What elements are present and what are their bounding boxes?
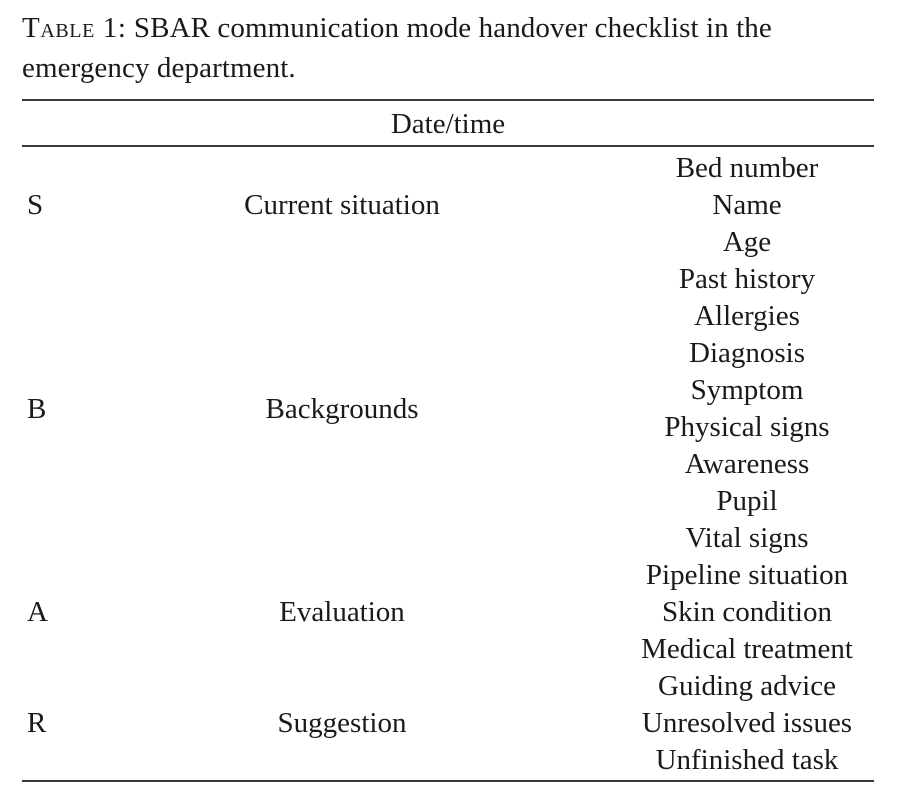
row-items-list bbox=[615, 557, 879, 668]
row-item: Name bbox=[712, 189, 782, 221]
row-item: Diagnosis bbox=[689, 337, 805, 369]
row-items-list bbox=[615, 668, 879, 779]
row-item: Pipeline situation bbox=[645, 559, 849, 591]
row-item: Vital signs bbox=[685, 522, 809, 554]
table-header-date-time: Date/time bbox=[390, 108, 506, 140]
row-name: Evaluation bbox=[279, 596, 405, 628]
row-item: Unfinished task bbox=[655, 744, 839, 776]
row-item: Bed number bbox=[675, 152, 819, 184]
table-bottom-rule bbox=[22, 780, 874, 782]
row-item: Guiding advice bbox=[658, 670, 836, 702]
row-code: B bbox=[27, 393, 47, 425]
table-caption-text: SBAR communication mode handover checklist in the emergency department. bbox=[22, 12, 772, 84]
table-row-r bbox=[22, 668, 874, 779]
table-header-rule bbox=[22, 145, 874, 147]
row-name: Suggestion bbox=[277, 707, 407, 739]
row-item: Medical treatment bbox=[641, 633, 853, 665]
row-items-list bbox=[615, 150, 879, 261]
row-code: S bbox=[27, 189, 44, 221]
row-item: Past history bbox=[678, 263, 816, 295]
row-name: Current situation bbox=[244, 189, 440, 221]
row-item: Physical signs bbox=[664, 411, 830, 443]
row-code: A bbox=[27, 596, 48, 628]
table-caption bbox=[22, 8, 884, 88]
row-item: Awareness bbox=[684, 448, 810, 480]
table-row-a bbox=[22, 557, 874, 668]
row-item: Symptom bbox=[690, 374, 804, 406]
row-items-list bbox=[615, 261, 879, 557]
table-caption-label: Table 1: bbox=[22, 12, 127, 44]
row-name: Backgrounds bbox=[265, 393, 419, 425]
table-row-s bbox=[22, 150, 874, 261]
table-top-rule bbox=[22, 99, 874, 101]
row-item: Pupil bbox=[716, 485, 778, 517]
row-item: Age bbox=[722, 226, 772, 258]
row-code: R bbox=[27, 707, 47, 739]
row-item: Unresolved issues bbox=[641, 707, 853, 739]
row-item: Allergies bbox=[694, 300, 800, 332]
row-item: Skin condition bbox=[662, 596, 832, 628]
table-row-b bbox=[22, 261, 874, 557]
